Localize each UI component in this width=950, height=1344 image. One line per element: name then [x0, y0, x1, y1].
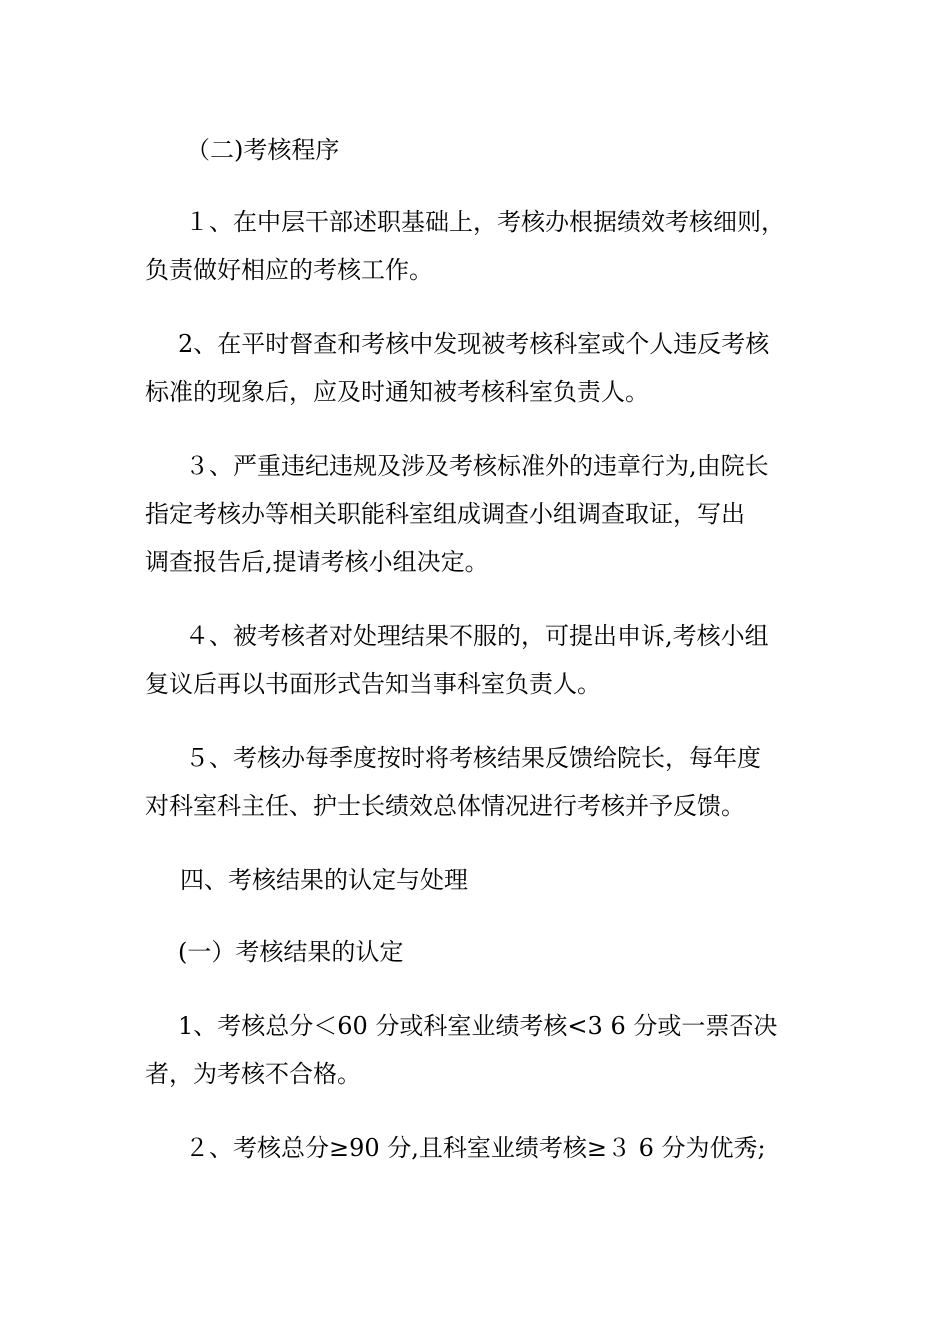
- paragraph-line: (一）考核结果的认定: [178, 938, 404, 966]
- paragraph-line: 标准的现象后，应及时通知被考核科室负责人。: [145, 378, 649, 406]
- paragraph-line: 复议后再以书面形式告知当事科室负责人。: [145, 670, 601, 698]
- paragraph-item-3: [145, 442, 825, 586]
- section-heading-results: [145, 856, 825, 904]
- paragraph-line: 四、考核结果的认定与处理: [180, 866, 468, 894]
- paragraph-result-2: [145, 1124, 825, 1172]
- paragraph-line: ２、考核总分≥90 分,且科室业绩考核≥３ 6 分为优秀;: [185, 1134, 766, 1162]
- paragraph-result-1: [145, 1002, 825, 1098]
- subsection-heading-results-determination: [145, 928, 825, 976]
- paragraph-line: ３、严重违纪违规及涉及考核标准外的违章行为,由院长: [185, 452, 769, 480]
- paragraph-item-4: [145, 612, 825, 708]
- paragraph-item-1: [145, 198, 825, 294]
- paragraph-line: 者，为考核不合格。: [145, 1060, 361, 1088]
- paragraph-line: 2、在平时督查和考核中发现被考核科室或个人违反考核: [178, 330, 770, 358]
- paragraph-line: ５、考核办每季度按时将考核结果反馈给院长，每年度: [185, 744, 761, 772]
- paragraph-line: 1、考核总分＜60 分或科室业绩考核<3 6 分或一票否决: [178, 1012, 778, 1040]
- section-heading-procedure: [186, 126, 866, 174]
- paragraph-line: 指定考核办等相关职能科室组成调查小组调查取证，写出: [145, 500, 745, 528]
- paragraph-line: ４、被考核者对处理结果不服的，可提出申诉,考核小组: [185, 622, 769, 650]
- paragraph-line: 调查报告后,提请考核小组决定。: [145, 548, 489, 576]
- paragraph-line: １、在中层干部述职基础上，考核办根据绩效考核细则，: [185, 208, 785, 236]
- paragraph-line: （二)考核程序: [186, 136, 340, 164]
- paragraph-item-2: [145, 320, 825, 416]
- paragraph-line: 对科室科主任、护士长绩效总体情况进行考核并予反馈。: [145, 792, 745, 820]
- paragraph-item-5: [145, 734, 825, 830]
- paragraph-line: 负责做好相应的考核工作。: [145, 256, 433, 284]
